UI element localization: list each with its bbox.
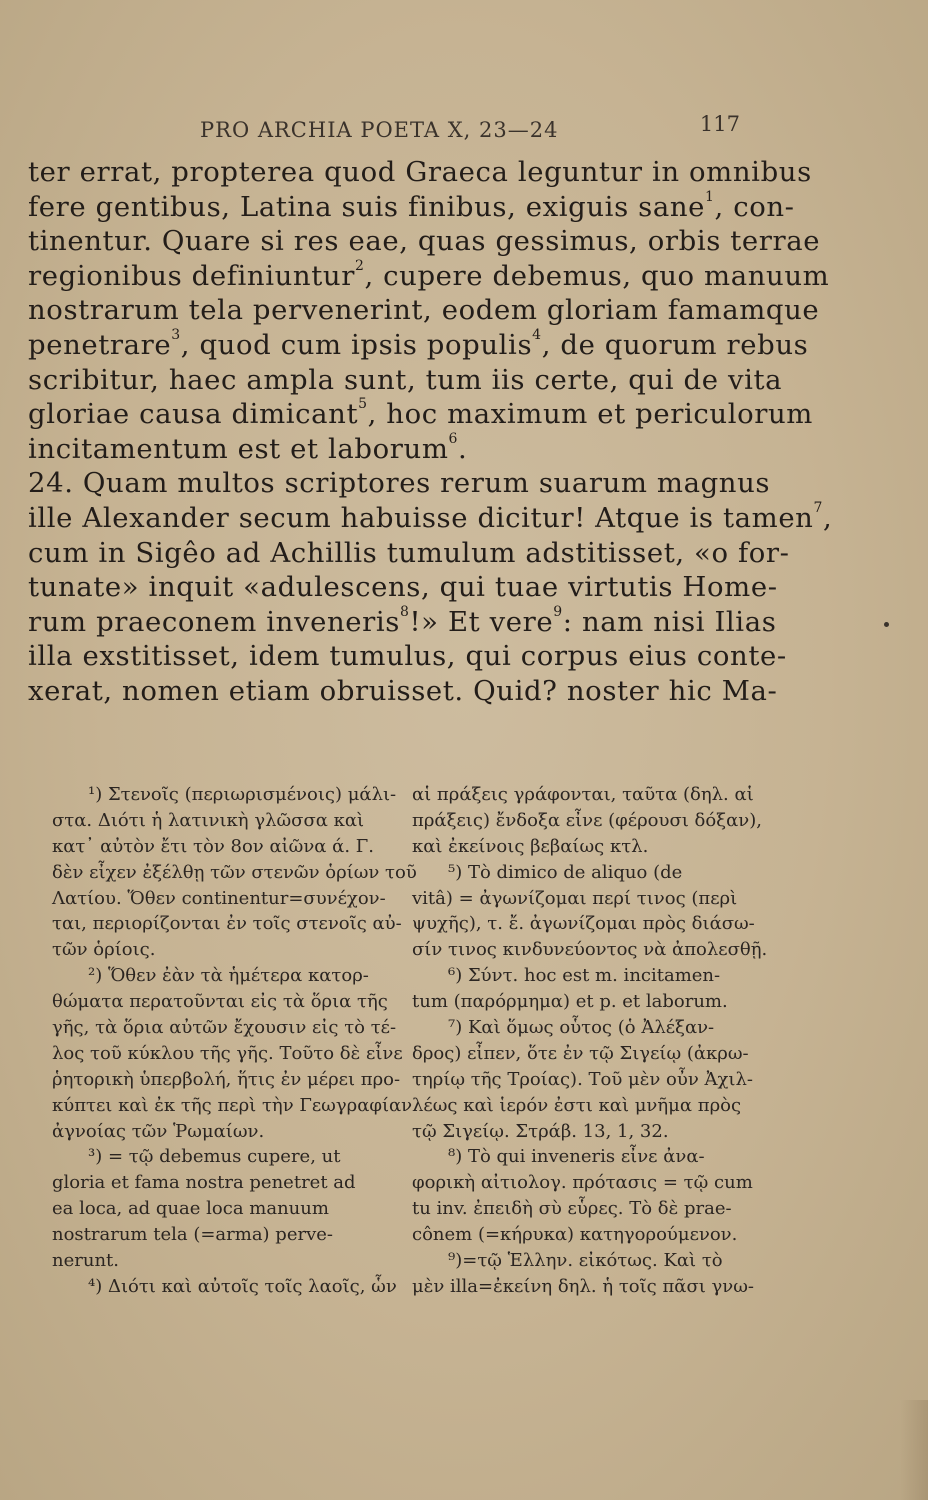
line-text: ter errat, propterea quod Graeca leguntur in omnibus (28, 156, 812, 188)
line-text: , cupere debemus, quo manuum (364, 259, 830, 292)
text-line (28, 466, 771, 501)
line-text: nerunt. (52, 1250, 119, 1272)
line-text: scribitur, haec ampla sunt, tum iis certe, qui de vita (28, 363, 783, 396)
footnote-line (412, 963, 780, 989)
text-line (28, 570, 778, 605)
line-text: tinentur. Quare si res eae, quas gessimus, orbis terrae (28, 225, 821, 258)
footnote-line (412, 860, 780, 886)
line-text: τηρίῳ τῆς Τροίας). Τοῦ μὲν οὖν Ἀχιλ- (412, 1068, 753, 1090)
line-text: illa exstitisset, idem tumulus, qui corpus eius conte- (28, 640, 787, 673)
footnote-line (52, 1144, 397, 1170)
line-text: λέως καὶ ἱερόν ἐστι καὶ μνῆμα πρὸς (412, 1094, 742, 1116)
footnote-ref: 5 (358, 396, 368, 413)
footnote-line (52, 911, 402, 937)
footnote-line (412, 1248, 780, 1274)
line-text: μὲν illa=ἐκείνη δηλ. ἡ τοῖς πᾶσι γνω- (412, 1275, 754, 1297)
line-text: ²) Ὅθεν ἐὰν τὰ ἡμέτερα κατορ- (88, 965, 369, 987)
line-text: γῆς, τὰ ὅρια αὐτῶν ἔχουσιν εἰς τὸ τέ- (52, 1017, 397, 1039)
footnote-line (52, 886, 397, 912)
line-text: nostrarum tela (=arma) perve- (52, 1224, 333, 1246)
line-text: , de quorum rebus (541, 328, 809, 361)
text-line (28, 293, 820, 328)
footnote-line (52, 1067, 401, 1093)
line-text: κατ᾿ αὐτὸν ἔτι τὸν 8ον αἰῶνα ά. Γ. (52, 835, 374, 857)
footnote-line (412, 1170, 780, 1196)
line-text: ea loca, ad quae loca manuum (52, 1198, 329, 1220)
footnote-line (412, 1067, 780, 1093)
line-text: τῷ Σιγείῳ. Στράβ. 13, 1, 32. (412, 1120, 669, 1142)
footnote-line (52, 937, 397, 963)
line-text: ται, περιορίζονται ἐν τοῖς στενοῖς αὐ- (52, 913, 402, 935)
text-line (28, 396, 813, 432)
text-line (28, 257, 830, 294)
line-text: σίν τινος κινδυνεύοντος νὰ ἀπολεσθῇ. (412, 939, 768, 961)
line-text: ⁸) Τὸ qui inveneris εἶνε ἀνα- (448, 1146, 705, 1168)
line-text: . (458, 432, 468, 465)
footnote-line (52, 1119, 397, 1145)
line-text: ψυχῆς), τ. ἔ. ἀγωνίζομαι πρὸς διάσω- (412, 913, 755, 935)
line-text: tum (παρόρμημα) et p. et laborum. (412, 991, 728, 1013)
footnote-line (412, 808, 780, 834)
line-text: incitamentum est et laborum (28, 432, 449, 465)
footnote-line (412, 989, 780, 1015)
line-text: λος τοῦ κύκλου τῆς γῆς. Τοῦτο δὲ εἶνε (52, 1042, 403, 1064)
line-text: tunate» inquit «adulescens, qui tuae virtutis Home- (28, 571, 778, 604)
page-header (200, 112, 740, 152)
line-text: penetrare (28, 328, 172, 361)
footnote-ref: 7 (813, 499, 824, 516)
footnote-line (412, 1119, 780, 1145)
line-text: ³) = τῷ debemus cupere, ut (88, 1146, 341, 1168)
line-text: δὲν εἶχεν ἐξέλθῃ τῶν στενῶν ὁρίων τοῦ (52, 861, 417, 883)
line-text: ⁹)=τῷ Ἑλλην. εἰκότως. Καὶ τὸ (448, 1250, 723, 1272)
footnote-line (412, 834, 780, 860)
footnote-line (52, 1196, 397, 1222)
footnotes-left-column (52, 782, 417, 1300)
line-text: 24. Quam multos scriptores rerum suarum magnus (28, 467, 771, 500)
text-line (28, 639, 787, 674)
line-text: πράξεις) ἔνδοξα εἶνε (φέρουσι δόξαν), (412, 809, 762, 831)
text-line (28, 188, 795, 225)
line-text: φορικὴ αἰτιολογ. πρότασις = τῷ cum (412, 1172, 753, 1194)
text-line (28, 224, 821, 259)
line-text: gloriae causa dimicant (28, 398, 359, 431)
line-text: στα. Διότι ἡ λατινικὴ γλῶσσα καὶ (52, 809, 365, 831)
line-text: αἱ πράξεις γράφονται, ταῦτα (δηλ. αἱ (412, 784, 754, 805)
footnote-line (52, 989, 397, 1015)
footnote-ref: 2 (354, 257, 365, 274)
line-text: Λατίου. Ὅθεν continentur=συνέχον- (52, 887, 386, 909)
footnote-ref: 9 (553, 603, 563, 620)
footnote-line (412, 937, 780, 963)
footnote-line (52, 963, 397, 989)
footnote-line (412, 1093, 780, 1119)
text-line (28, 432, 768, 467)
footnote-line (52, 782, 397, 808)
text-line (28, 499, 833, 536)
line-text: fere gentibus, Latina suis finibus, exiguis sane (28, 190, 706, 223)
line-text: θώματα περατοῦνται εἰς τὰ ὅρια τῆς (52, 991, 388, 1013)
line-text: ¹) Στενοῖς (περιωρισμένοις) μάλι- (88, 784, 397, 805)
line-text: regionibus definiuntur (28, 259, 355, 292)
line-text: , quod cum ipsis populis (180, 328, 533, 361)
footnote-line (52, 1274, 397, 1300)
line-text: ⁵) Τὸ dimico de aliquo (de (448, 861, 683, 883)
footnote-line (412, 1041, 780, 1067)
text-line (28, 326, 809, 363)
line-text: ῥητορικὴ ὑπερβολή, ἥτις ἐν μέρει προ- (52, 1068, 401, 1090)
footnote-ref: 1 (705, 188, 715, 205)
line-text: ⁴) Διότι καὶ αὐτοῖς τοῖς λαοῖς, ὧν (88, 1275, 397, 1297)
footnote-line (412, 1274, 780, 1300)
footnote-ref: 8 (400, 603, 410, 620)
line-text: δρος) εἶπεν, ὅτε ἐν τῷ Σιγείῳ (ἀκρω- (412, 1042, 749, 1064)
text-line (28, 674, 778, 709)
footnote-line (52, 1093, 413, 1119)
running-title: PRO ARCHIA POETA X, 23—24 (200, 118, 559, 142)
footnote-line (412, 782, 780, 808)
line-text: , con- (714, 190, 795, 223)
line-text: ⁷) Καὶ ὅμως οὗτος (ὁ Ἀλέξαν- (448, 1017, 715, 1039)
line-text: gloria et fama nostra penetret ad (52, 1172, 356, 1194)
text-line (28, 155, 812, 190)
margin-mark (884, 622, 889, 627)
line-text: ἀγνοίας τῶν Ῥωμαίων. (52, 1120, 265, 1142)
main-text-block (28, 155, 833, 709)
line-text: τῶν ὁρίοις. (52, 939, 156, 961)
page-number: 117 (699, 112, 740, 136)
footnotes-right-column (412, 782, 780, 1300)
footnote-line (412, 1196, 780, 1222)
footnote-line (52, 1170, 397, 1196)
footnote-ref: 6 (448, 430, 459, 447)
line-text: cônem (=κήρυκα) κατηγορούμενον. (412, 1224, 738, 1246)
text-line (28, 603, 777, 640)
footnote-line (52, 1222, 397, 1248)
footnote-ref: 4 (532, 326, 542, 343)
footnote-line (52, 1248, 397, 1274)
page-edge-shading (900, 1400, 928, 1500)
footnote-line (52, 1041, 403, 1067)
footnote-line (412, 1222, 780, 1248)
line-text: vitâ) = ἀγωνίζομαι περί τινος (περὶ (412, 887, 738, 909)
footnote-line (52, 808, 397, 834)
footnote-line (412, 1015, 780, 1041)
footnote-line (412, 1144, 780, 1170)
line-text: καὶ ἐκείνοις βεβαίως κτλ. (412, 835, 649, 857)
line-text: nostrarum tela pervenerint, eodem gloriam famamque (28, 294, 820, 327)
line-text: , hoc maximum et periculorum (367, 398, 813, 431)
line-text: tu inv. ἐπειδὴ σὺ εὗρες. Τὸ δὲ prae- (412, 1198, 732, 1220)
line-text: !» Et vere (409, 605, 554, 638)
line-text: rum praeconem inveneris (28, 605, 401, 638)
footnote-line (412, 886, 780, 912)
line-text: : nam nisi Ilias (562, 605, 777, 638)
line-text: cum in Sigêo ad Achillis tumulum adstitisset, «o for- (28, 536, 790, 569)
text-line (28, 536, 790, 571)
footnote-ref: 3 (171, 326, 181, 343)
footnote-line (52, 1015, 397, 1041)
footnote-line (52, 834, 397, 860)
text-line (28, 363, 783, 398)
footnote-line (52, 860, 417, 886)
line-text: κύπτει καὶ ἐκ τῆς περὶ τὴν Γεωγραφίαν (52, 1094, 413, 1116)
footnote-line (412, 911, 780, 937)
line-text: ⁶) Σύντ. hoc est m. incitamen- (448, 965, 721, 987)
line-text: , (823, 501, 833, 534)
line-text: ille Alexander secum habuisse dicitur! Atque is tamen (28, 501, 814, 534)
line-text: xerat, nomen etiam obruisset. Quid? noster hic Ma- (28, 674, 778, 707)
